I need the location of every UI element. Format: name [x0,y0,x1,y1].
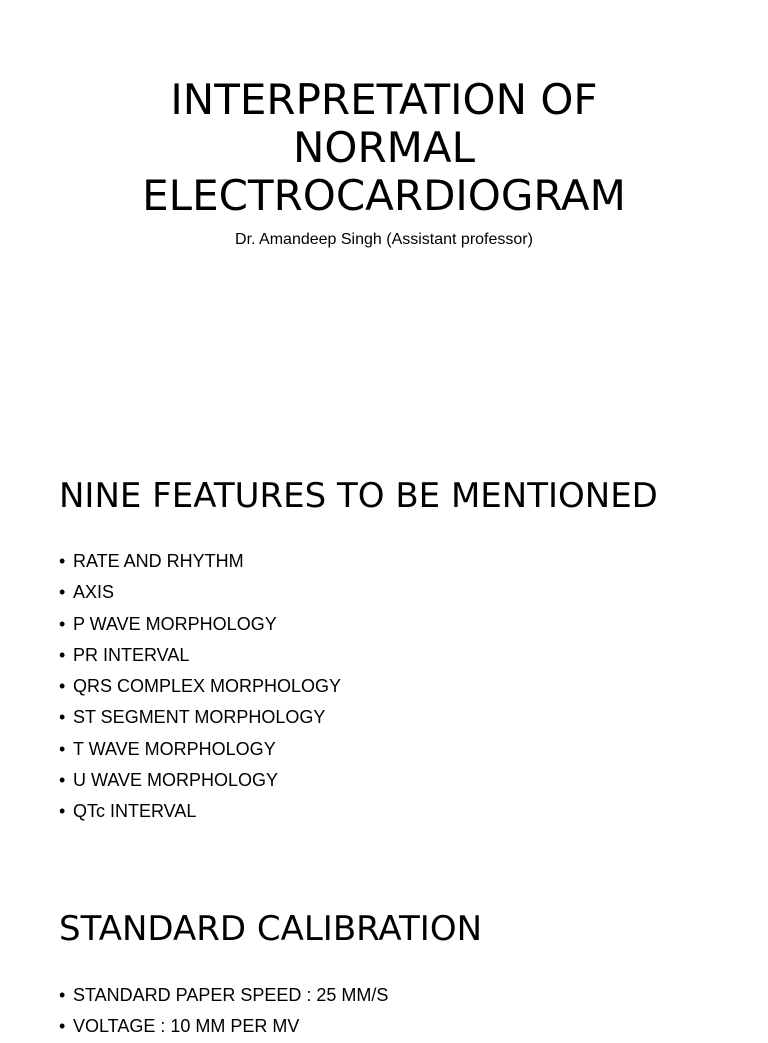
title-line: INTERPRETATION OF [170,75,598,124]
list-item: • PR INTERVAL [59,640,341,671]
list-item: • QRS COMPLEX MORPHOLOGY [59,671,341,702]
list-item: • U WAVE MORPHOLOGY [59,765,341,796]
list-item: • P WAVE MORPHOLOGY [59,609,341,640]
list-item: • VOLTAGE : 10 MM PER MV [59,1011,388,1042]
list-item: • ST SEGMENT MORPHOLOGY [59,702,341,733]
features-slide [0,430,768,860]
presentation-title [0,76,768,220]
title-line: ELECTROCARDIOGRAM [142,171,626,220]
list-item: • T WAVE MORPHOLOGY [59,734,341,765]
presenter-subtitle: Dr. Amandeep Singh (Assistant professor) [235,231,533,248]
calibration-slide [0,860,768,1037]
list-item: • QTc INTERVAL [59,796,341,827]
slide-heading: NINE FEATURES TO BE MENTIONED [59,476,658,516]
list-item: • AXIS [59,577,341,608]
list-item: • STANDARD PAPER SPEED : 25 MM/S [59,980,388,1011]
title-line: NORMAL [292,123,476,172]
bullet-list [59,980,388,1043]
bullet-list [59,546,341,828]
title-slide [0,0,768,430]
list-item: • RATE AND RHYTHM [59,546,341,577]
slide-heading: STANDARD CALIBRATION [59,909,483,949]
